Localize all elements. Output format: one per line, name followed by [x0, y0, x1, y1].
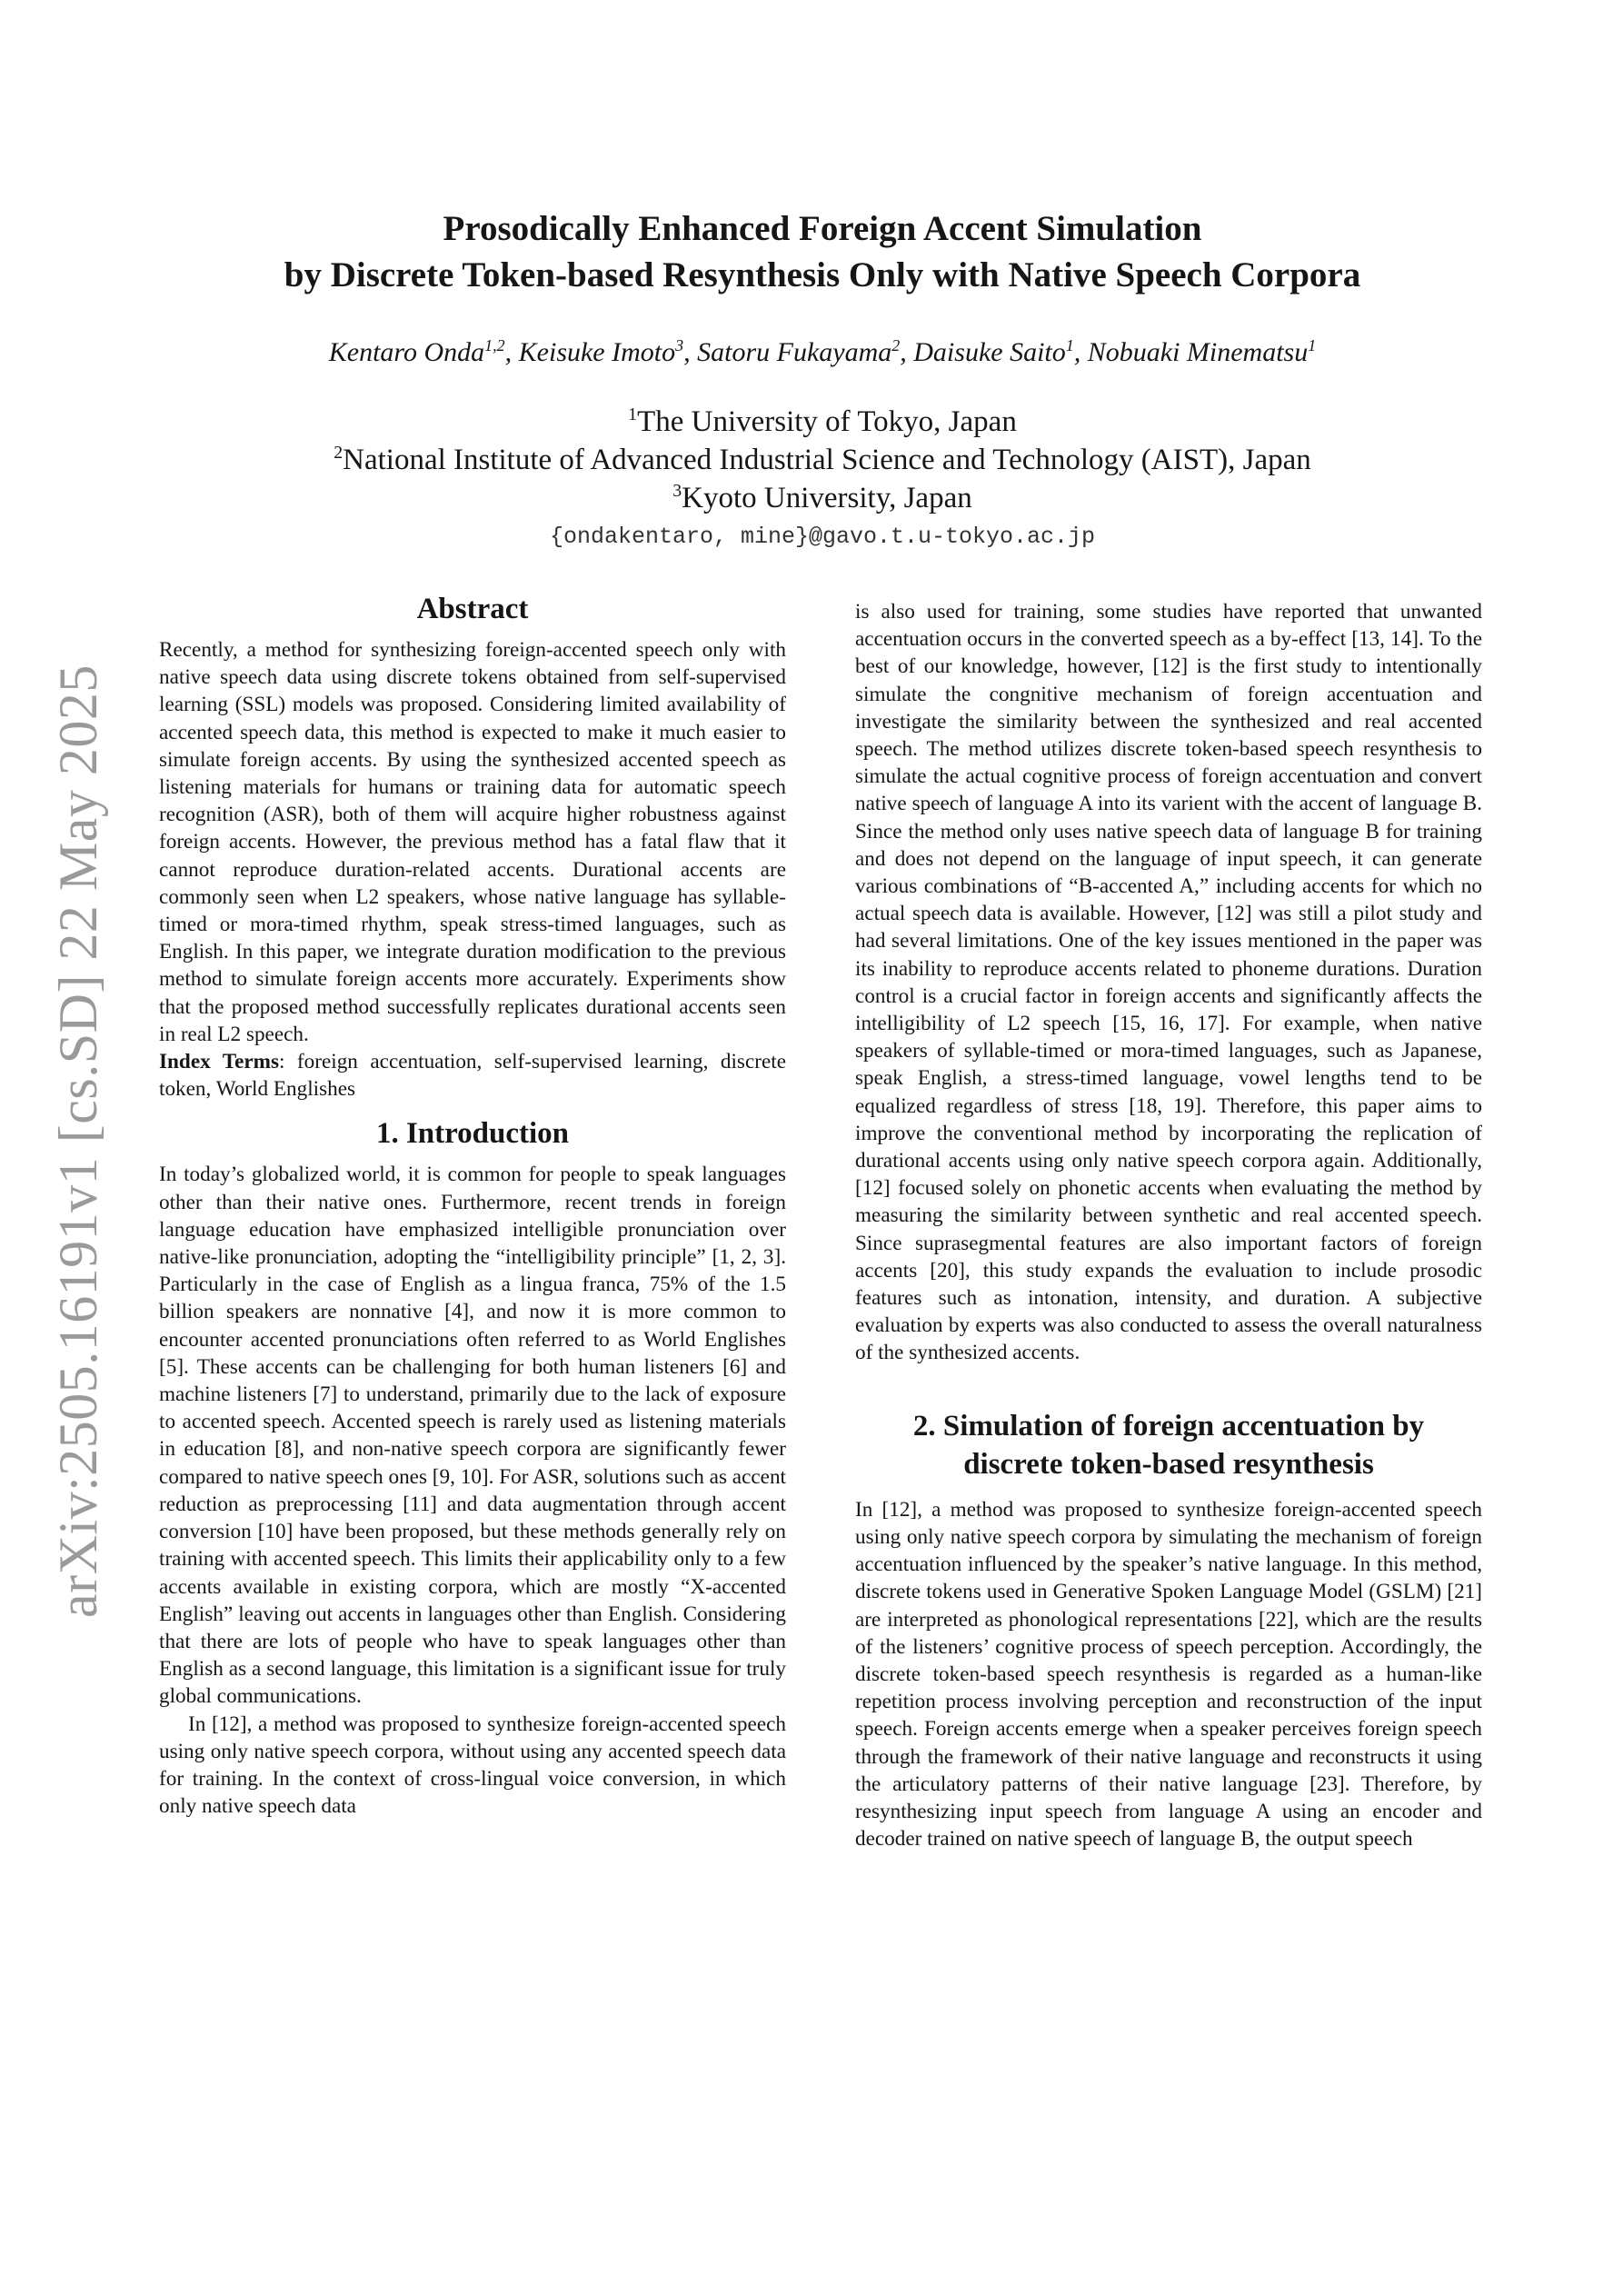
author-name: Kentaro Onda	[328, 337, 485, 367]
abstract-heading: Abstract	[416, 593, 529, 625]
section-2-heading-line-1: 2. Simulation of foreign accentuation by	[912, 1409, 1425, 1442]
affiliation	[127, 441, 1518, 479]
author-list: Kentaro Onda$^{1,2}$, Keisuke Imoto$^3$, Satoru Fukayama$^2$, Daisuke Saito$^1$, Nobuaki Minematsu$^1$	[328, 336, 1317, 367]
author-affiliation-mark: 1,2	[484, 336, 505, 354]
author-name: Satoru Fukayama	[697, 337, 892, 367]
left-column	[159, 591, 786, 1820]
author-name: Keisuke Imoto	[518, 337, 676, 367]
author-affiliation-mark: 3	[675, 336, 684, 354]
index-terms-text: : foreign accentuation, self-supervised learning, discrete token, World Englishes	[159, 1050, 786, 1102]
right-column	[855, 598, 1482, 1852]
section-2-heading-line-2: discrete token-based resynthesis	[963, 1447, 1374, 1481]
affiliation-number: 1	[628, 404, 638, 424]
affiliation	[127, 403, 1518, 441]
abstract-text: Recently, a method for synthesizing foreign-accented speech only with native speech data using discrete tokens obtained from self-supervised learning (SSL) models was proposed. Considering limited availability of accented speech data, this method is expected to make it much easier to simulate foreign accents. By using the synthesized accented speech as listening materials for humans or training data for automatic speech recognition (ASR), both of them will acquire higher robustness against foreign accents. However, the previous method has a fatal flaw that it cannot reproduce duration-related accents. Durational accents are commonly seen when L2 speakers, whose native language has syllable-timed or mora-timed rhythm, speak stress-timed languages, such as English. In this paper, we integrate duration modification to the previous method to simulate foreign accents more accurately. Experiments show that the proposed method successfully replicates durational accents seen in real L2 speech.	[159, 638, 786, 1046]
title-line-2: by Discrete Token-based Resynthesis Only with Native Speech Corpora	[284, 255, 1361, 294]
title-line-1: Prosodically Enhanced Foreign Accent Simulation	[443, 209, 1202, 248]
author-name: Daisuke Saito	[913, 337, 1066, 367]
paper-title	[127, 205, 1518, 298]
section-2-paragraph-1: In [12], a method was proposed to synthesize foreign-accented speech using only native speech corpora by simulating the mechanism of foreign accentuation influenced by the speaker’s native language. In this method, discrete tokens used in Generative Spoken Language Model (GSLM) [21] are interpreted as phonological representations [22], which are the results of the listeners’ cognitive process of speech perception. Accordingly, the discrete token-based speech resynthesis is regarded as a human-like repetition process involving perception and reconstruction of the input speech. Foreign accents emerge when a speaker perceives foreign speech through the framework of their native language and reconstructs it using the articulatory patterns of their native language [23]. Therefore, by resynthesizing input speech from language A using an encoder and decoder trained on native speech of language B, the output speech	[855, 1497, 1482, 1852]
introduction-heading: 1. Introduction	[375, 1117, 570, 1151]
index-terms-label: Index Terms	[159, 1050, 280, 1074]
introduction-continued-paragraph: is also used for training, some studies have reported that unwanted accentuation occurs in the converted speech as a by-effect [13, 14]. To the best of our knowledge, however, [12] is the first study to intentionally simulate the congnitive mechanism of foreign accentuation and investigate the similarity between the synthesized and real accented speech. The method utilizes discrete token-based speech resynthesis to simulate the actual cognitive process of foreign accentuation and convert native speech of language A into its varient with the accent of language B. Since the method only uses native speech data of language B for training and does not depend on the language of input speech, it can generate various combinations of “B-accented A,” including accents for which no actual speech data is available. However, [12] was still a pilot study and had several limitations. One of the key issues mentioned in the paper was its inability to reproduce accents related to phoneme durations. Duration control is a crucial factor in foreign accents and significantly affects the intelligibility of L2 speech [15, 16, 17]. For example, when native speakers of syllable-timed or mora-timed languages, such as Japanese, speak English, a stress-timed language, vowel lengths tend to be equalized regardless of stress [18, 19]. Therefore, this paper aims to improve the conventional method by incorporating the replication of durational accents using only native speech corpora again. Additionally, [12] focused solely on phonetic accents when evaluating the method by measuring the similarity between synthetic and real accented speech. Since suprasegmental features are also important factors of foreign accents [20], this study expands the evaluation to include prosodic features such as intonation, intensity, and duration. A subjective evaluation by experts was also conducted to assess the overall naturalness of the synthesized accents.	[855, 600, 1482, 1365]
affiliation	[127, 479, 1518, 517]
section-2-heading	[855, 1407, 1482, 1483]
introduction-paragraph-2: In [12], a method was proposed to synthesize foreign-accented speech using only native speech corpora, without using any accented speech data for training. In the context of cross-lingual voice conversion, in which only native speech data	[159, 1712, 786, 1819]
contact-email: {ondakentaro, mine}@gavo.t.u-tokyo.ac.jp	[549, 524, 1096, 550]
author-affiliation-mark: 1	[1065, 336, 1074, 354]
arxiv-identifier: arXiv:2505.16191v1 [cs.SD] 22 May 2025	[48, 664, 108, 1618]
affiliation-list	[127, 403, 1518, 517]
author-affiliation-mark: 2	[891, 336, 901, 354]
author-affiliation-mark: 1	[1308, 336, 1317, 354]
affiliation-number: 2	[334, 443, 344, 463]
affiliation-text: The University of Tokyo, Japan	[637, 405, 1017, 438]
affiliation-number: 3	[672, 481, 682, 501]
introduction-paragraph-1: In today’s globalized world, it is common for people to speak languages other than their native ones. Furthermore, recent trends in foreign language education have emphasized intelligible pronunciation over native-like pronunciation, adopting the “intelligibility principle” [1, 2, 3]. Particularly in the case of English as a lingua franca, 75% of the 1.5 billion speakers are nonnative [4], and now it is more common to encounter accented pronunciations often referred to as World Englishes [5]. These accents can be challenging for both human listeners [6] and machine listeners [7] to understand, primarily due to the lack of exposure to accented speech. Accented speech is rarely used as listening materials in education [8], and non-native speech corpora are significantly fewer compared to native speech ones [9, 10]. For ASR, solutions such as accent reduction as preprocessing [11] and data augmentation through accent conversion [10] have been proposed, but these methods generally rely on training with accented speech. This limits their applicability only to a few accents available in existing corpora, which are mostly “X-accented English” leaving out accents in languages other than English. Considering that there are lots of people who have to speak languages other than English as a second language, this limitation is a significant issue for truly global communications.	[159, 1163, 786, 1709]
affiliation-text: National Institute of Advanced Industrial Science and Technology (AIST), Japan	[343, 444, 1311, 476]
affiliation-text: Kyoto University, Japan	[682, 482, 972, 514]
index-terms	[159, 1048, 786, 1103]
author-name: Nobuaki Minematsu	[1087, 337, 1309, 367]
